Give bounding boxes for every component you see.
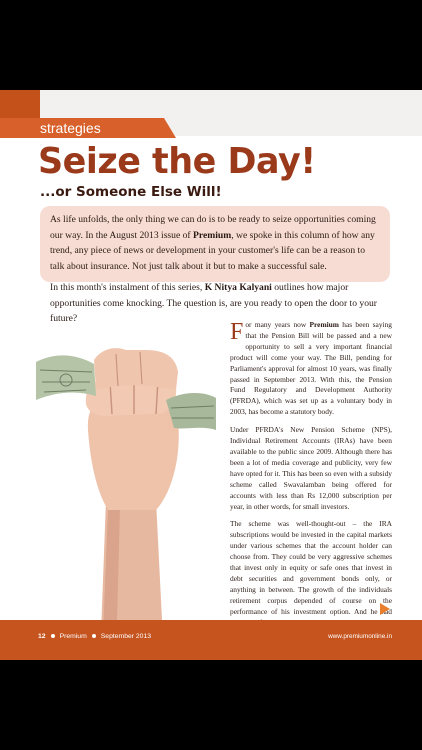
- triangle-right-icon[interactable]: [380, 603, 390, 615]
- footer-issue: September 2013: [100, 633, 152, 640]
- body-paragraph-3: The scheme was well-thought-out – the IRA subscriptions would be invested in the capital markets under various schemes that the account holder can choose from. They could be very aggressive schemes that invest only in equity or safe ones that invest in debt securities and government bonds only, or anything in between. The growth of the individuals retirement corpus depended of course on the performance of his investment option. And he had: [230, 519, 392, 616]
- page-number: 12: [38, 633, 46, 640]
- article-subtitle: ...or Someone Else Will!: [40, 184, 222, 200]
- intro-paragraph-2: In this month's instalment of this series, K Nitya Kalyani outlines how major opportunities come knocking. The question is, are you ready to open the door to your future?: [50, 282, 378, 324]
- body-paragraph-2: Under PFRDA's New Pension Scheme (NPS), Individual Retirement Accounts (IRAs) have been available to the public since 2009. Although there has been a lot of media coverage and publicity, very few have opted for it. This has been so even with a subsidy scheme called Swavalamban being offered for accounts with less than Rs 12,000 subscription per year, in other words, for small investors.: [230, 425, 392, 511]
- footer-website[interactable]: www.premiumonline.in: [328, 633, 392, 640]
- article-title: Seize the Day!: [38, 141, 316, 182]
- drop-cap: F: [230, 319, 244, 345]
- footer-magazine: Premium: [59, 633, 87, 640]
- article-body: [230, 320, 392, 646]
- body-paragraph-1: For many years now Premium has been saying that the Pension Bill will be passed and a new opportunity to sell a very important financial product will come your way. The Bill, pending for Parliament's approval for almost 10 years, was finally passed in September 2013. With this, the Pension Fund Regulatory and Development Authority (PFRDA), which was set up as a voluntary body in 2003, has become a statutory body.: [230, 319, 392, 417]
- page-footer: [0, 620, 422, 660]
- hand-holding-money-image: [36, 320, 216, 660]
- intro-paragraph-1: As life unfolds, the only thing we can do is to be ready to seize opportunities coming our way. In the August 2013 issue of Premium, we spoke in this column of how any trend, any piece of news or development in your customer's life can be a reason to talk about insurance. Not just talk about it but to make a successful sale.: [50, 214, 376, 272]
- footer-info: [38, 633, 151, 640]
- magazine-page: [0, 90, 422, 660]
- section-label: strategies: [40, 120, 101, 136]
- bullet-icon: [51, 634, 55, 638]
- intro-box: [40, 206, 390, 324]
- bullet-icon: [92, 634, 96, 638]
